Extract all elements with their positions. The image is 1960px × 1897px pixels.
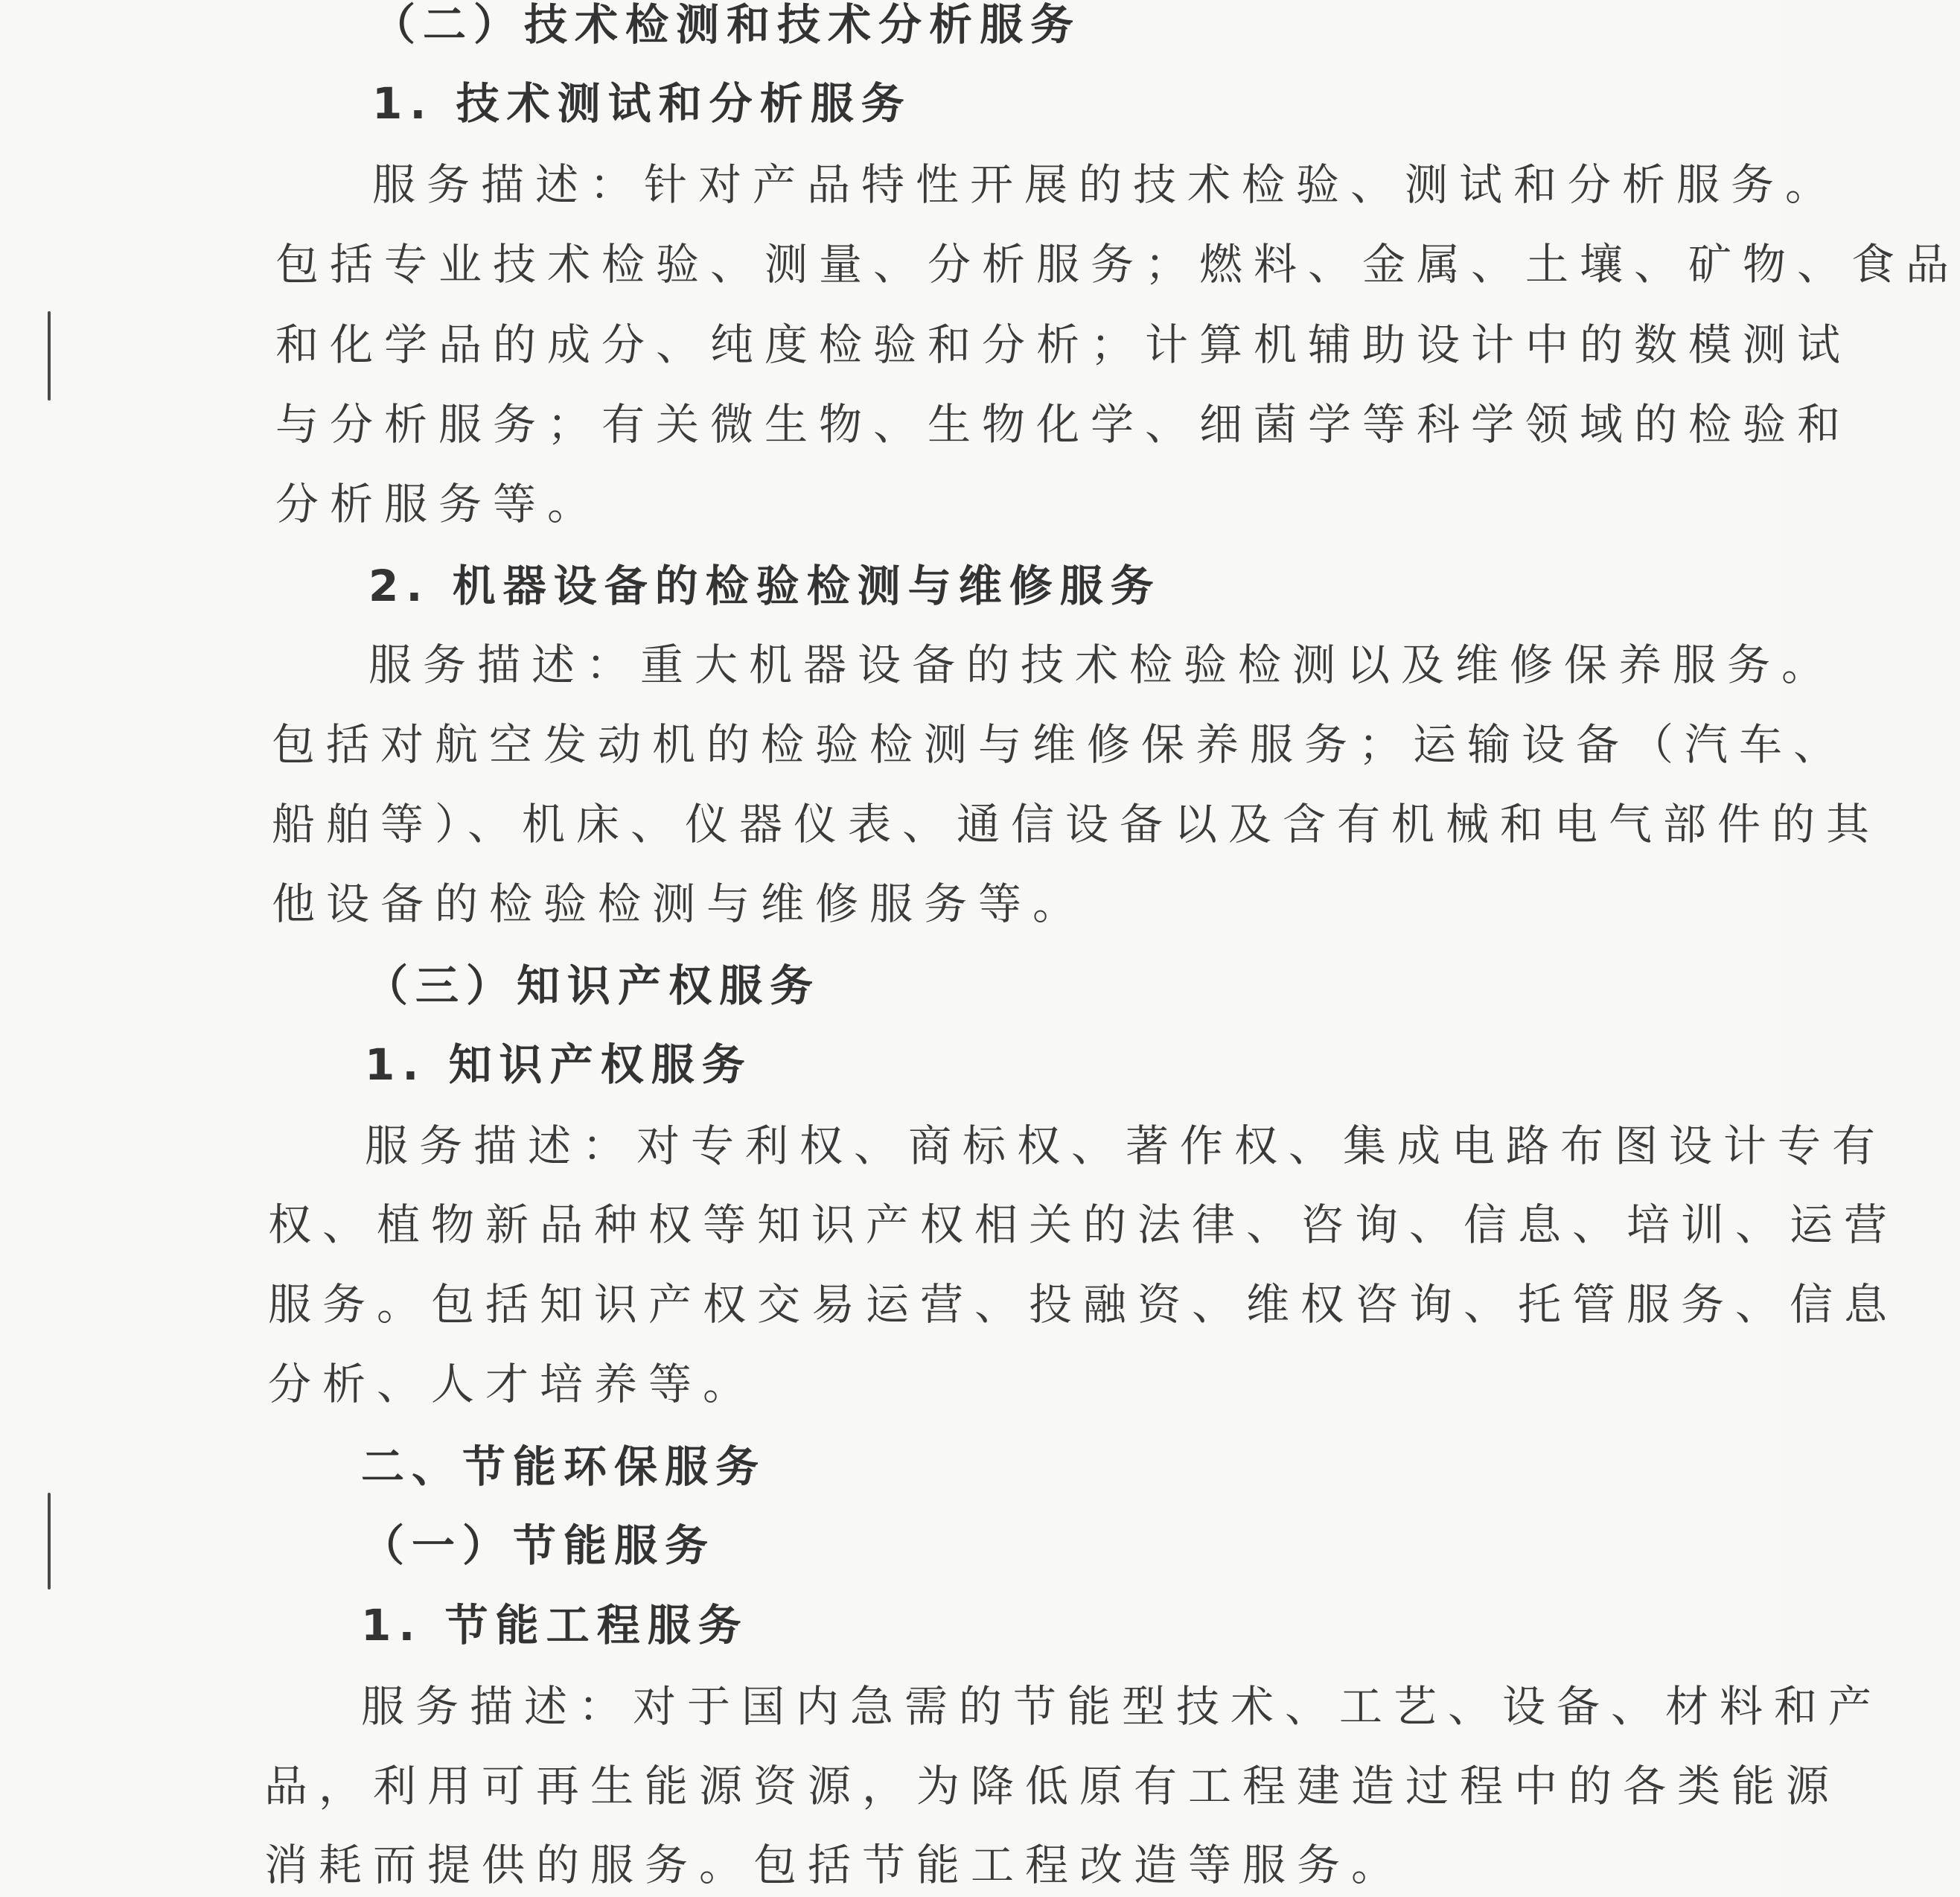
paragraph-line: 服务描述：针对产品特性开展的技术检验、测试和分析服务。 — [372, 159, 1840, 210]
paragraph-line: 船舶等）、机床、仪器仪表、通信设备以及含有机械和电气部件的其 — [272, 799, 1881, 849]
section-heading-tech-detect: （二）技术检测和技术分析服务 — [372, 0, 1082, 50]
subsection-heading-energy-engineering: 1. 节能工程服务 — [361, 1600, 749, 1651]
subsection-heading-machine: 2. 机器设备的检验检测与维修服务 — [368, 561, 1161, 611]
paragraph-line: 服务描述：对专利权、商标权、著作权、集成电路布图设计专有 — [365, 1120, 1887, 1171]
section-heading-energy: （一）节能服务 — [361, 1520, 716, 1571]
section-heading-ip: （三）知识产权服务 — [365, 960, 821, 1011]
paragraph-line: 权、植物新品种权等知识产权相关的法律、咨询、信息、培训、运营 — [268, 1199, 1899, 1250]
paragraph-line: 他设备的检验检测与维修服务等。 — [272, 879, 1088, 929]
subsection-heading-tech-test: 1. 技术测试和分析服务 — [372, 78, 912, 129]
subsection-heading-ip: 1. 知识产权服务 — [365, 1039, 753, 1090]
chapter-heading-energy: 二、节能环保服务 — [361, 1441, 767, 1492]
paragraph-line: 服务。包括知识产权交易运营、投融资、维权咨询、托管服务、信息 — [268, 1279, 1899, 1330]
paragraph-line: 消耗而提供的服务。包括节能工程改造等服务。 — [264, 1840, 1406, 1890]
paragraph-line: 和化学品的成分、纯度检验和分析；计算机辅助设计中的数模测试 — [275, 319, 1852, 370]
paragraph-line: 分析服务等。 — [275, 479, 602, 529]
paragraph-line: 分析、人才培养等。 — [268, 1359, 758, 1409]
paragraph-line: 与分析服务；有关微生物、生物化学、细菌学等科学领域的检验和 — [275, 399, 1852, 450]
paragraph-line: 包括专业技术检验、测量、分析服务；燃料、金属、土壤、矿物、食品 — [275, 239, 1960, 290]
binding-mark — [48, 1493, 51, 1590]
paragraph-line: 品，利用可再生能源资源，为降低原有工程建造过程中的各类能源 — [264, 1761, 1841, 1811]
paragraph-line: 服务描述：对于国内急需的节能型技术、工艺、设备、材料和产 — [361, 1681, 1883, 1732]
paragraph-line: 服务描述：重大机器设备的技术检验检测以及维修保养服务。 — [368, 640, 1836, 690]
paragraph-line: 包括对航空发动机的检验检测与维修保养服务；运输设备（汽车、 — [272, 719, 1848, 770]
binding-mark — [48, 311, 51, 401]
